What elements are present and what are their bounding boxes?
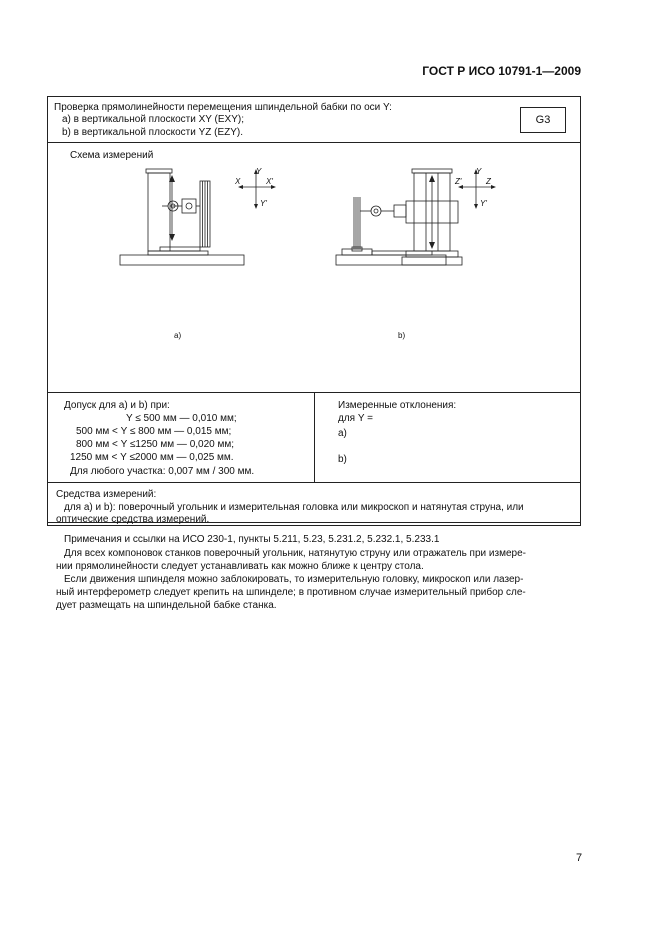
check-item-b: b) в вертикальной плоскости YZ (EZY). — [62, 127, 244, 138]
axis-b-z: Z — [486, 177, 491, 186]
instruments-row — [48, 483, 580, 523]
page-number: 7 — [576, 852, 583, 864]
check-title-row — [48, 97, 580, 143]
diagram-b — [334, 167, 474, 269]
notes-p2-line-1: Если движения шпинделя можно заблокировать, то измерительную головку, микроскоп или лазер- — [64, 574, 524, 585]
scheme-title: Схема измерений — [70, 150, 154, 161]
notes-p2-line-3: дует размещать на шпиндельной бабке станка. — [56, 600, 277, 611]
tolerance-line-1: Y ≤ 500 мм — 0,010 мм; — [126, 413, 237, 424]
instruments-line-1: для а) и b): поверочный угольник и измерительная головка или микроскоп и натянутая струна, или — [64, 502, 524, 513]
measured-a: а) — [338, 428, 347, 439]
tolerance-local: Для любого участка: 0,007 мм / 300 мм. — [70, 466, 255, 477]
instruments-line-2: оптические средства измерений. — [56, 514, 210, 525]
axis-a-y-prime: Y' — [260, 199, 267, 208]
check-code-box: G3 — [520, 107, 566, 133]
notes-p1-line-2: нии прямолинейности следует устанавливать как можно ближе к центру стола. — [56, 561, 424, 572]
notes-p2-line-2: ный интерферометр следует крепить на шпинделе; в противном случае измерительный прибор сле- — [56, 587, 526, 598]
axis-b-y: Y — [476, 167, 482, 176]
axis-a-y: Y — [256, 167, 262, 176]
axis-b-y-prime: Y' — [480, 199, 487, 208]
notes-title: Примечания и ссылки на ИСО 230-1, пункты 5.211, 5.23, 5.231.2, 5.232.1, 5.233.1 — [64, 534, 440, 545]
check-title: Проверка прямолинейности перемещения шпиндельной бабки по оси Y: — [54, 102, 392, 113]
check-table — [47, 96, 581, 611]
instruments-title: Средства измерений: — [56, 489, 157, 500]
tolerance-line-3: 800 мм < Y ≤1250 мм — 0,020 мм; — [76, 439, 235, 450]
measured-for-y: для Y = — [338, 413, 373, 424]
caption-a: а) — [174, 331, 182, 340]
check-item-a: a) в вертикальной плоскости XY (EXY); — [62, 114, 244, 125]
document-header: ГОСТ Р ИСО 10791-1—2009 — [422, 64, 581, 78]
notes-p1-line-1: Для всех компоновок станков поверочный угольник, натянутую струну или отражатель при измере- — [64, 548, 526, 559]
scheme-row — [48, 143, 580, 393]
measured-title: Измеренные отклонения: — [338, 400, 457, 411]
column-divider — [314, 393, 315, 483]
caption-b: b) — [398, 331, 406, 340]
tolerance-line-4: 1250 мм < Y ≤2000 мм — 0,025 мм. — [70, 452, 234, 463]
axis-a-x-prime: X' — [266, 177, 273, 186]
measured-b: b) — [338, 454, 347, 465]
axis-b-z-prime: Z' — [455, 177, 462, 186]
axis-a-x: X — [235, 177, 241, 186]
tolerance-line-2: 500 мм < Y ≤ 800 мм — 0,015 мм; — [76, 426, 232, 437]
tolerance-title: Допуск для а) и b) при: — [64, 400, 170, 411]
diagram-a — [118, 167, 248, 267]
